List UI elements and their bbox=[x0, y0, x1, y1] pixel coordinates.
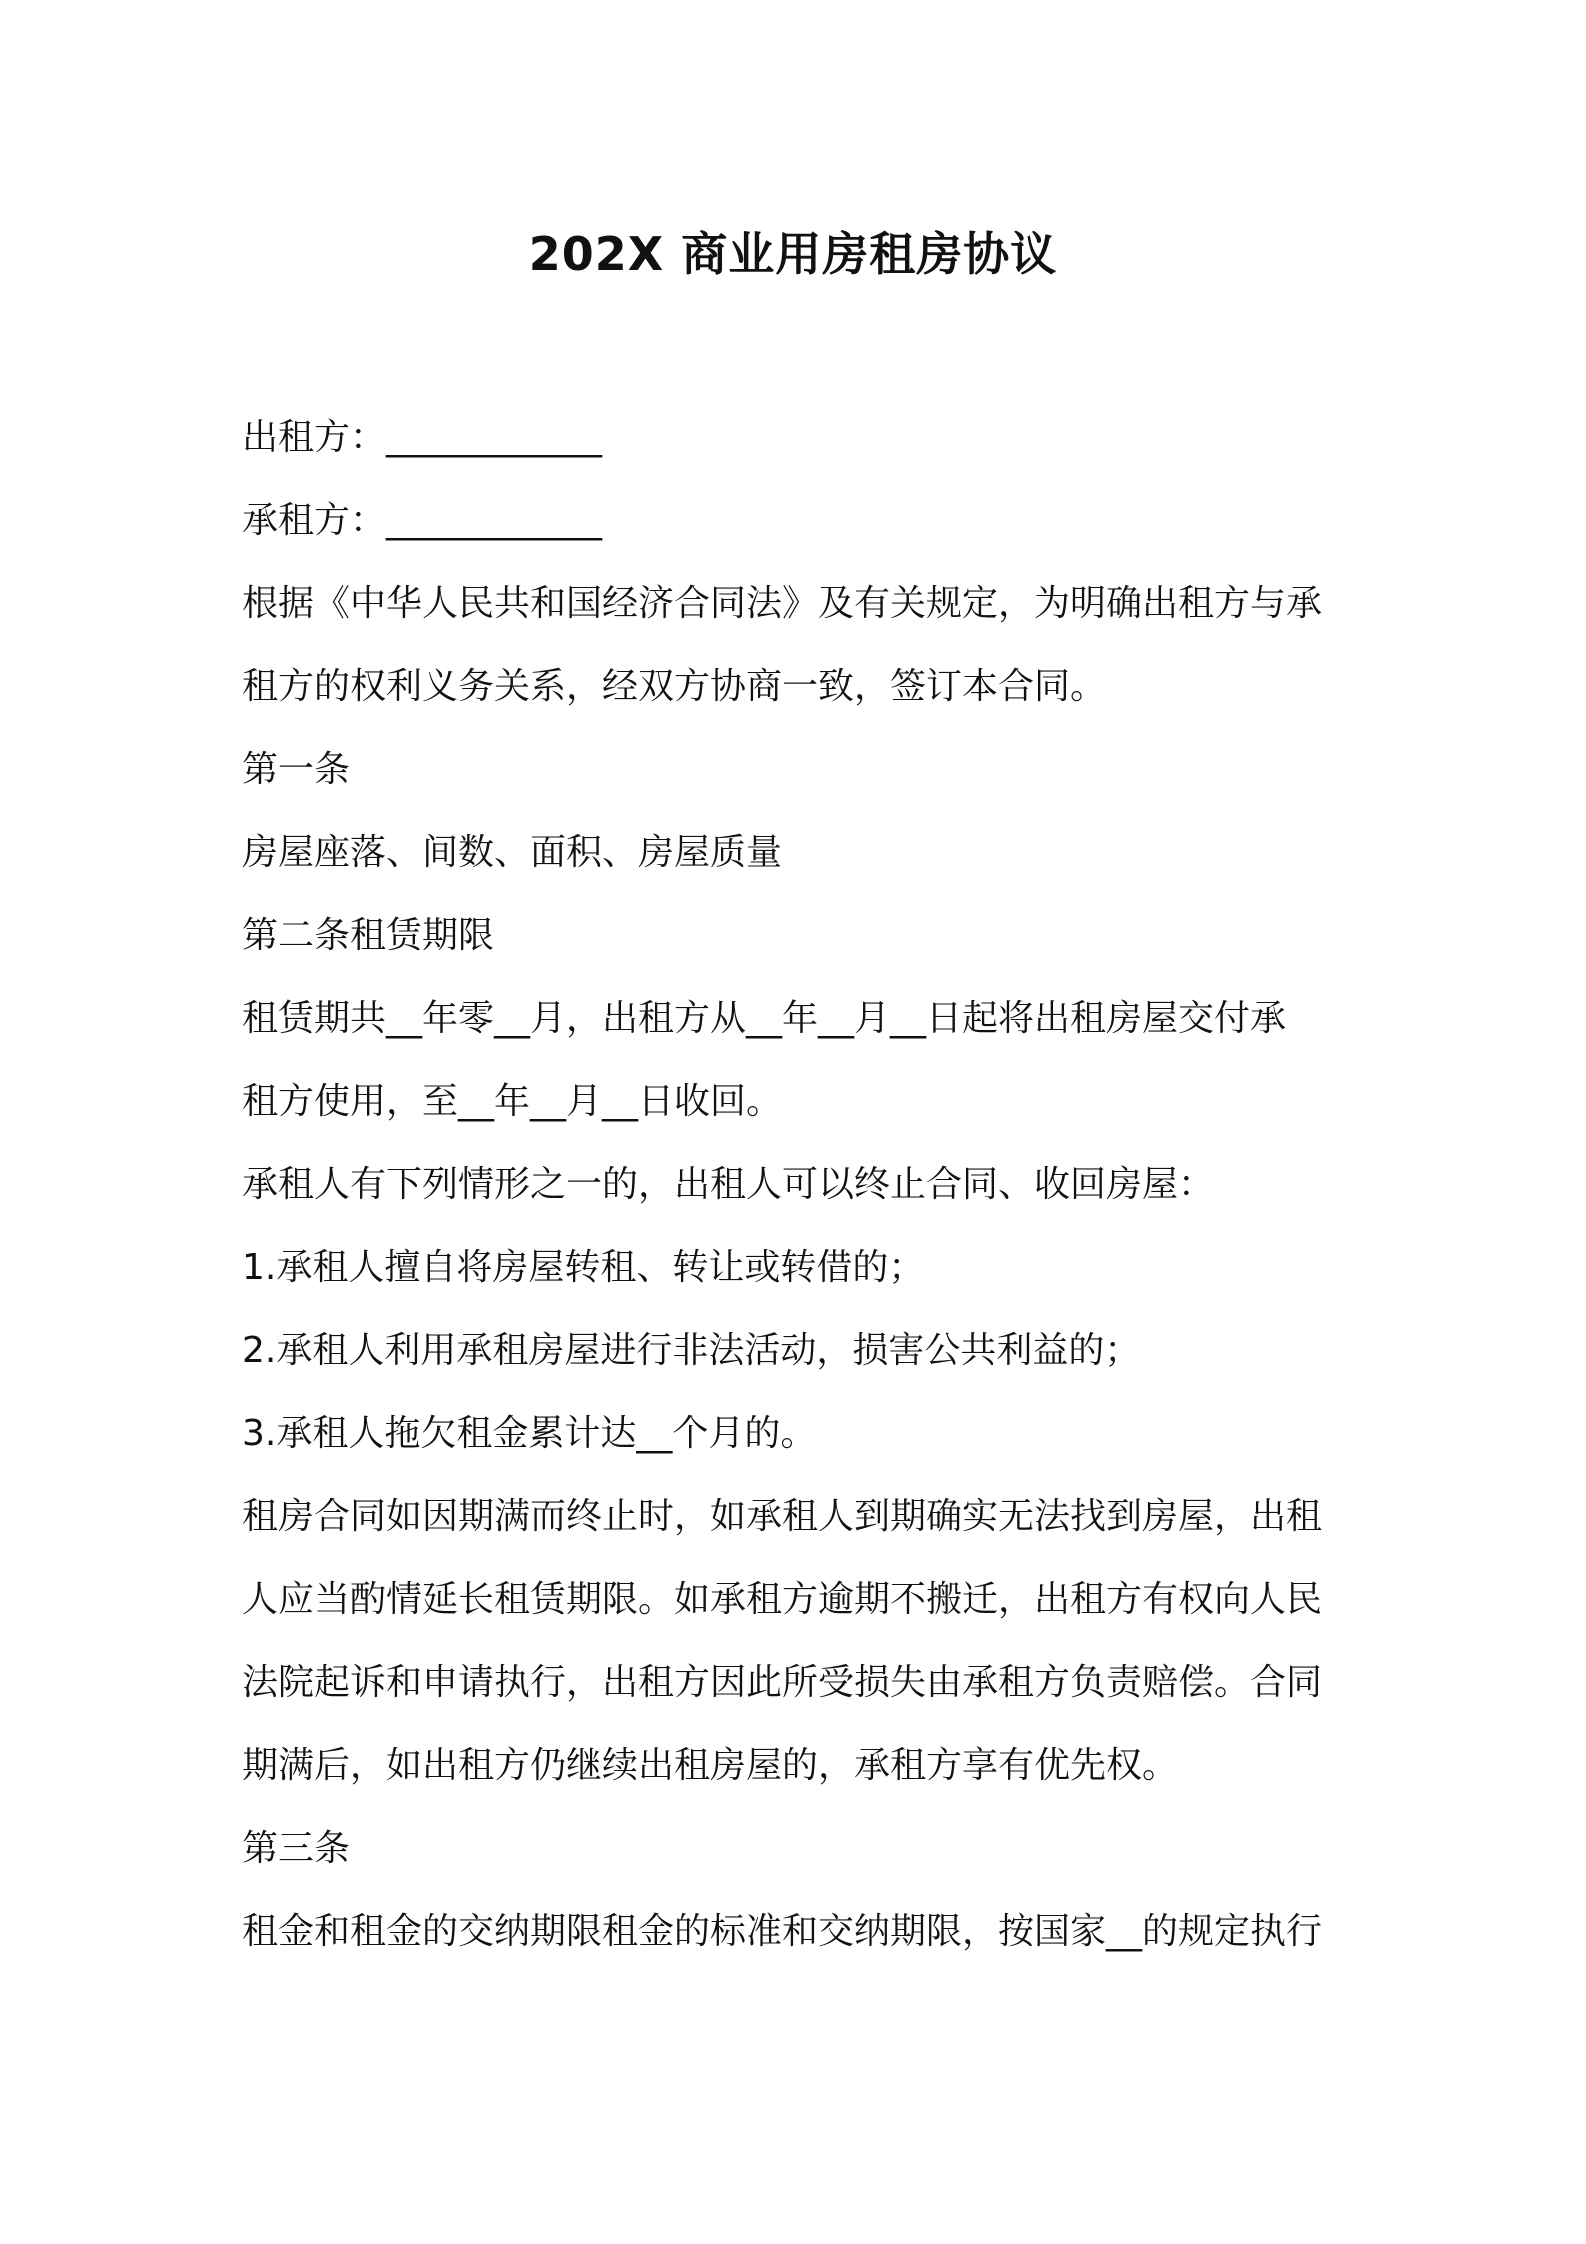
article-heading: 第三条 bbox=[242, 1828, 351, 1869]
article-text: 期满后，如出租方仍继续出租房屋的，承租方享有优先权。 bbox=[242, 1745, 1179, 1786]
article-text: 租方使用，至__年__月__日收回。 bbox=[242, 1081, 783, 1122]
document-title: 202X 商业用房租房协议 bbox=[528, 227, 1058, 281]
article-heading: 第二条租赁期限 bbox=[242, 915, 495, 956]
list-item: 1.承租人擅自将房屋转租、转让或转借的； bbox=[242, 1247, 925, 1288]
preamble-line: 租方的权利义务关系，经双方协商一致，签订本合同。 bbox=[242, 666, 1107, 707]
preamble-line: 根据《中华人民共和国经济合同法》及有关规定，为明确出租方与承 bbox=[242, 583, 1323, 624]
lessor-line: 出租方：____________ bbox=[242, 417, 603, 458]
article-text: 租赁期共__年零__月，出租方从__年__月__日起将出租房屋交付承 bbox=[242, 998, 1287, 1039]
article-heading: 第一条 bbox=[242, 749, 351, 790]
article-text: 房屋座落、间数、面积、房屋质量 bbox=[242, 832, 783, 873]
article-text: 租房合同如因期满而终止时，如承租人到期确实无法找到房屋，出租 bbox=[242, 1496, 1323, 1537]
article-text: 法院起诉和申请执行，出租方因此所受损失由承租方负责赔偿。合同 bbox=[242, 1662, 1323, 1703]
list-item: 3.承租人拖欠租金累计达__个月的。 bbox=[242, 1413, 817, 1454]
list-item: 2.承租人利用承租房屋进行非法活动，损害公共利益的； bbox=[242, 1330, 1141, 1371]
document-body bbox=[242, 406, 1356, 1983]
article-text: 承租人有下列情形之一的，出租人可以终止合同、收回房屋： bbox=[242, 1164, 1215, 1205]
article-text: 租金和租金的交纳期限租金的标准和交纳期限，按国家__的规定执行 bbox=[242, 1911, 1323, 1952]
article-text: 人应当酌情延长租赁期限。如承租方逾期不搬迁，出租方有权向人民 bbox=[242, 1579, 1323, 1620]
lessee-line: 承租方：____________ bbox=[242, 500, 603, 541]
